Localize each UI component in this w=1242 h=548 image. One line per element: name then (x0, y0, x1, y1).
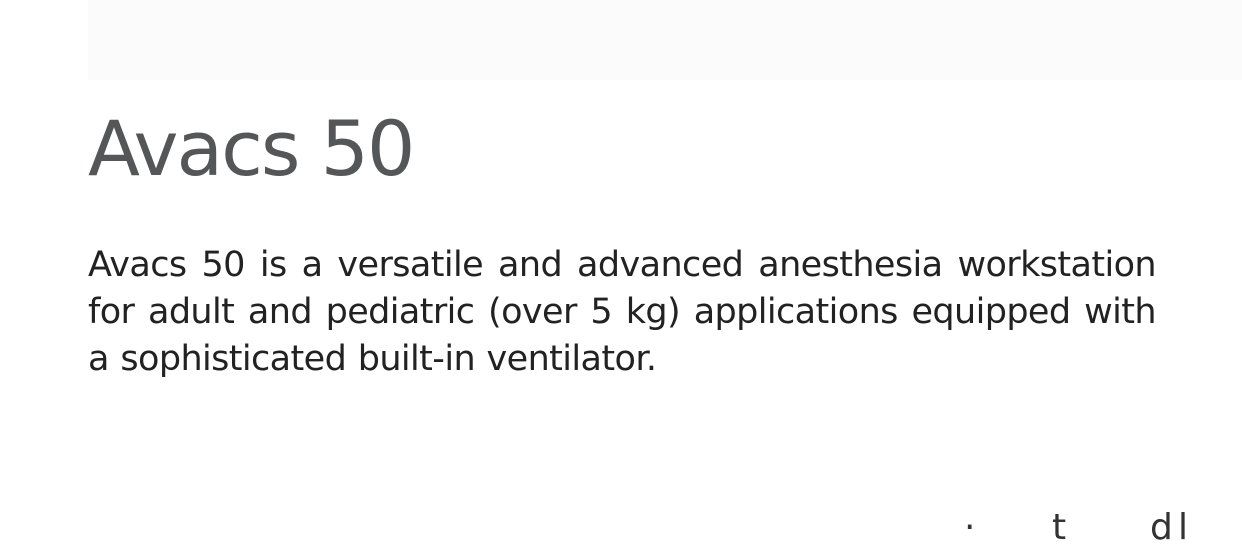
top-banner-area (88, 0, 1242, 80)
cropped-glyph: · (964, 507, 976, 548)
product-title: Avacs 50 (88, 104, 414, 193)
cropped-next-section-text (920, 506, 1220, 548)
cropped-glyph: d (1150, 507, 1173, 548)
product-description: Avacs 50 is a versatile and advanced anesthesia workstation for adult and pediatric (over 5 kg) applications equipped with a sophisticated built-in ventilator. (88, 245, 1156, 379)
cropped-glyph: l (1178, 507, 1189, 548)
cropped-glyph: t (1052, 507, 1067, 548)
